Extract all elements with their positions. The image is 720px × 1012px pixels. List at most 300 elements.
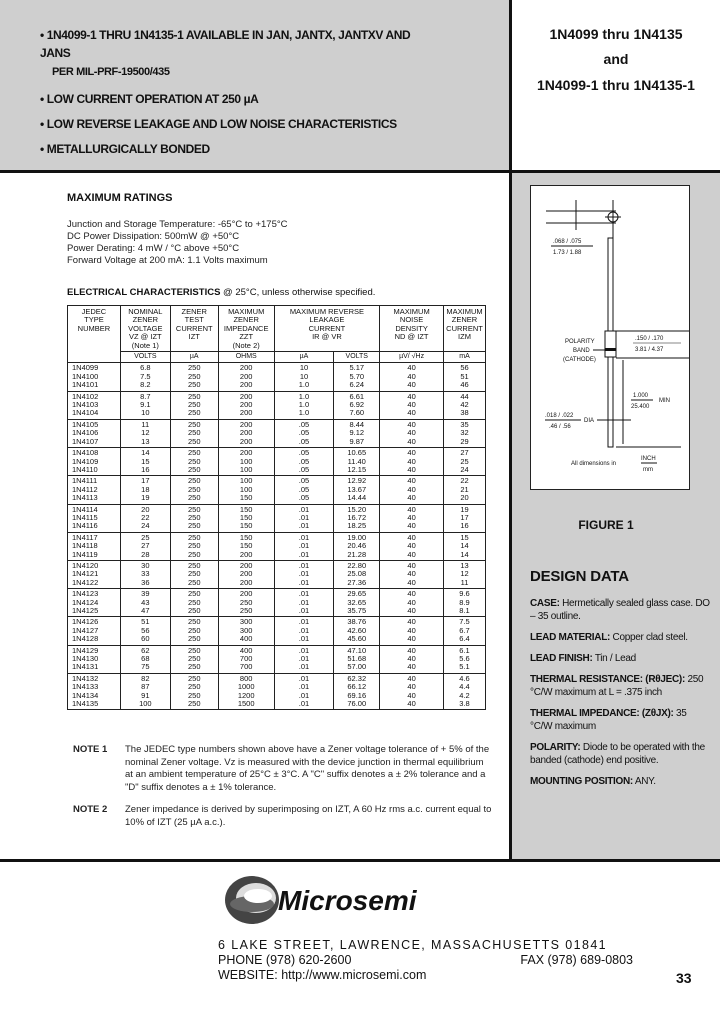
note-label: NOTE 1 — [73, 744, 108, 755]
table-cell: 40 — [380, 663, 444, 673]
table-cell: 43 — [120, 599, 170, 607]
type-number: 1N4101 — [68, 381, 121, 391]
design-item — [530, 631, 710, 644]
table-cell: 250 — [170, 663, 218, 673]
table-cell: 250 — [170, 627, 218, 635]
max-ratings-heading: MAXIMUM RATINGS — [67, 192, 173, 204]
table-cell: 40 — [380, 627, 444, 635]
table-cell: 10.65 — [334, 448, 380, 458]
table-cell: 40 — [380, 381, 444, 391]
table-cell: 36 — [120, 579, 170, 589]
table-cell: 18.25 — [334, 522, 380, 532]
table-cell: .01 — [274, 599, 334, 607]
table-cell: 13 — [443, 560, 485, 570]
table-cell: 40 — [380, 409, 444, 419]
table-cell: 250 — [170, 683, 218, 691]
table-row — [68, 570, 486, 578]
type-number: 1N4116 — [68, 522, 121, 532]
note-label: NOTE 2 — [73, 804, 108, 815]
table-cell: 250 — [170, 381, 218, 391]
type-number: 1N4107 — [68, 438, 121, 448]
design-item-value: Diode to be operated with the banded (cathode) end positive. — [530, 742, 705, 766]
table-cell: 30 — [120, 560, 170, 570]
table-cell: 40 — [380, 494, 444, 504]
table-cell: 46 — [443, 381, 485, 391]
unit-header: µA — [274, 352, 334, 363]
table-cell: .01 — [274, 692, 334, 700]
table-cell: 250 — [170, 607, 218, 617]
table-row — [68, 391, 486, 401]
table-cell: 250 — [170, 532, 218, 542]
table-cell: 51.68 — [334, 655, 380, 663]
design-item-key: LEAD MATERIAL: — [530, 632, 611, 643]
table-cell: 40 — [380, 476, 444, 486]
table-cell: 42.60 — [334, 627, 380, 635]
table-cell: 40 — [380, 401, 444, 409]
table-cell: 40 — [380, 617, 444, 627]
table-row — [68, 673, 486, 683]
design-item-value: 250 °C/W maximum at L = .375 inch — [530, 674, 704, 698]
design-item-value: Hermetically sealed glass case. DO – 35 outline. — [530, 598, 710, 622]
feature-4: • METALLURGICALLY BONDED — [40, 142, 210, 156]
design-data-heading: DESIGN DATA — [530, 568, 629, 585]
design-item — [530, 652, 710, 665]
table-cell: 250 — [170, 570, 218, 578]
table-cell: 20.46 — [334, 542, 380, 550]
table-cell: 250 — [170, 391, 218, 401]
rating-line: Power Derating: 4 mW / °C above +50°C — [67, 243, 240, 254]
feature-header — [0, 0, 510, 170]
table-row — [68, 522, 486, 532]
table-cell: 75 — [120, 663, 170, 673]
table-cell: 250 — [170, 635, 218, 645]
table-cell: 76.00 — [334, 700, 380, 710]
table-cell: 200 — [218, 448, 274, 458]
table-cell: 6.8 — [120, 363, 170, 373]
table-cell: 21.28 — [334, 551, 380, 561]
type-number: 1N4109 — [68, 458, 121, 466]
design-item — [530, 673, 710, 699]
design-item — [530, 707, 710, 733]
table-cell: 29.65 — [334, 589, 380, 599]
unit-header: µA — [170, 352, 218, 363]
table-cell: 40 — [380, 542, 444, 550]
table-cell: 10 — [120, 409, 170, 419]
type-number: 1N4104 — [68, 409, 121, 419]
feature-1-spec: PER MIL-PRF-19500/435 — [52, 66, 170, 78]
type-number: 1N4123 — [68, 589, 121, 599]
table-cell: 15 — [120, 458, 170, 466]
table-cell: 6.7 — [443, 627, 485, 635]
type-number: 1N4110 — [68, 466, 121, 476]
type-number: 1N4128 — [68, 635, 121, 645]
table-cell: 40 — [380, 607, 444, 617]
table-cell: 38 — [443, 409, 485, 419]
type-number: 1N4099 — [68, 363, 121, 373]
table-cell: 1000 — [218, 683, 274, 691]
type-number: 1N4124 — [68, 599, 121, 607]
table-cell: 47 — [120, 607, 170, 617]
table-cell: 40 — [380, 599, 444, 607]
table-row — [68, 494, 486, 504]
max-ratings-list — [67, 219, 288, 267]
note — [73, 804, 493, 829]
table-cell: 200 — [218, 373, 274, 381]
table-cell: 40 — [380, 373, 444, 381]
title-line-2: and — [603, 51, 629, 67]
table-cell: 16 — [120, 466, 170, 476]
table-cell: 150 — [218, 532, 274, 542]
band-label-2: BAND — [573, 348, 590, 354]
table-cell: 14 — [443, 551, 485, 561]
table-row — [68, 419, 486, 429]
table-cell: 69.16 — [334, 692, 380, 700]
table-cell: 150 — [218, 542, 274, 550]
table-cell: 6.61 — [334, 391, 380, 401]
table-cell: 200 — [218, 401, 274, 409]
table-cell: 250 — [170, 429, 218, 437]
table-row — [68, 579, 486, 589]
table-row — [68, 448, 486, 458]
design-item-value: Copper clad steel. — [610, 632, 688, 643]
type-number: 1N4120 — [68, 560, 121, 570]
elec-char-cond: @ 25°C, unless otherwise specified. — [220, 287, 376, 298]
column-header: MAXIMUM ZENER IMPEDANCE ZZT (Note 2) — [218, 306, 274, 352]
table-cell: 250 — [170, 645, 218, 655]
table-cell: 250 — [170, 363, 218, 373]
table-cell: 6.24 — [334, 381, 380, 391]
table-row — [68, 458, 486, 466]
table-row — [68, 409, 486, 419]
table-cell: 22 — [120, 514, 170, 522]
table-cell: 700 — [218, 663, 274, 673]
table-cell: 1200 — [218, 692, 274, 700]
dim-body-inch: .150 / .170 — [635, 336, 664, 342]
table-cell: 8.2 — [120, 381, 170, 391]
table-cell: 40 — [380, 655, 444, 663]
table-cell: .01 — [274, 645, 334, 655]
table-cell: 27.36 — [334, 579, 380, 589]
table-row — [68, 607, 486, 617]
table-row — [68, 401, 486, 409]
type-number: 1N4129 — [68, 645, 121, 655]
table-cell: 62.32 — [334, 673, 380, 683]
design-item-key: MOUNTING POSITION: — [530, 776, 633, 787]
elec-char-heading — [67, 287, 375, 298]
table-cell: 250 — [170, 673, 218, 683]
type-number: 1N4108 — [68, 448, 121, 458]
feature-1-cont: JANS — [40, 46, 71, 60]
table-cell: 250 — [170, 458, 218, 466]
column-header: MAXIMUM ZENER CURRENT IZM — [443, 306, 485, 352]
table-cell: 22 — [443, 476, 485, 486]
table-row — [68, 700, 486, 710]
table-cell: 15.20 — [334, 504, 380, 514]
rating-line: Forward Voltage at 200 mA: 1.1 Volts maximum — [67, 255, 268, 266]
feature-3: • LOW REVERSE LEAKAGE AND LOW NOISE CHARACTERISTICS — [40, 117, 397, 131]
table-row — [68, 635, 486, 645]
table-cell: .01 — [274, 542, 334, 550]
table-cell: .01 — [274, 627, 334, 635]
table-cell: 1.0 — [274, 409, 334, 419]
table-cell: 1.0 — [274, 391, 334, 401]
table-cell: 19 — [443, 504, 485, 514]
table-cell: 7.5 — [443, 617, 485, 627]
table-cell: 250 — [170, 700, 218, 710]
table-cell: 18 — [120, 486, 170, 494]
table-cell: 800 — [218, 673, 274, 683]
package-drawing — [530, 185, 690, 490]
table-cell: 82 — [120, 673, 170, 683]
type-number: 1N4118 — [68, 542, 121, 550]
table-cell: 200 — [218, 419, 274, 429]
table-cell: 250 — [170, 560, 218, 570]
design-item-value: 35 °C/W maximum — [530, 708, 687, 732]
table-cell: 9.12 — [334, 429, 380, 437]
table-cell: 250 — [170, 438, 218, 448]
table-cell: 35 — [443, 419, 485, 429]
table-cell: 40 — [380, 514, 444, 522]
table-cell: 250 — [170, 466, 218, 476]
note-text: Zener impedance is derived by superimposing on IZT, A 60 Hz rms a.c. current equal to 10% of IZT (25 µA a.c.). — [125, 804, 492, 828]
table-cell: .01 — [274, 532, 334, 542]
table-cell: 250 — [170, 448, 218, 458]
design-data — [530, 570, 710, 796]
table-cell: 24 — [443, 466, 485, 476]
table-cell: .01 — [274, 607, 334, 617]
table-cell: 33 — [120, 570, 170, 578]
type-number: 1N4119 — [68, 551, 121, 561]
table-cell: 40 — [380, 635, 444, 645]
title-line-1: 1N4099 thru 1N4135 — [549, 26, 683, 42]
type-number: 1N4102 — [68, 391, 121, 401]
table-cell: 7.60 — [334, 409, 380, 419]
dim-lead-inch: .068 / .075 — [553, 239, 582, 245]
table-cell: .01 — [274, 700, 334, 710]
column-header: JEDEC TYPE NUMBER — [68, 306, 121, 363]
table-cell: 250 — [170, 504, 218, 514]
table-cell: 19.00 — [334, 532, 380, 542]
table-cell: 45.60 — [334, 635, 380, 645]
table-cell: 250 — [170, 486, 218, 494]
table-cell: 27 — [443, 448, 485, 458]
column-header: ZENER TEST CURRENT IZT — [170, 306, 218, 352]
table-cell: 250 — [170, 589, 218, 599]
table-cell: 250 — [170, 401, 218, 409]
design-item — [530, 597, 710, 623]
table-cell: 13 — [120, 438, 170, 448]
table-cell: 250 — [170, 617, 218, 627]
dim-body-mm: 3.81 / 4.37 — [635, 347, 664, 353]
table-cell: 250 — [170, 599, 218, 607]
table-cell: .01 — [274, 655, 334, 663]
table-cell: 21 — [443, 486, 485, 494]
table-cell: .01 — [274, 570, 334, 578]
table-cell: 250 — [170, 419, 218, 429]
type-number: 1N4127 — [68, 627, 121, 635]
table-row — [68, 363, 486, 373]
table-cell: 44 — [443, 391, 485, 401]
phone: PHONE (978) 620-2600 — [218, 953, 352, 967]
type-number: 1N4100 — [68, 373, 121, 381]
elec-char-bold: ELECTRICAL CHARACTERISTICS — [67, 287, 221, 298]
type-number: 1N4112 — [68, 486, 121, 494]
table-cell: .05 — [274, 458, 334, 466]
column-header: MAXIMUM NOISE DENSITY ND @ IZT — [380, 306, 444, 352]
type-number: 1N4114 — [68, 504, 121, 514]
table-cell: .05 — [274, 486, 334, 494]
design-item-value: Tin / Lead — [592, 653, 636, 664]
table-cell: 25 — [120, 532, 170, 542]
units-mm: mm — [643, 467, 653, 473]
dim-length-mm: 25.400 — [631, 404, 650, 410]
table-row — [68, 599, 486, 607]
table-cell: 300 — [218, 617, 274, 627]
table-cell: .05 — [274, 429, 334, 437]
type-number: 1N4131 — [68, 663, 121, 673]
address: 6 LAKE STREET, LAWRENCE, MASSACHUSETTS 01841 — [218, 938, 608, 952]
table-cell: 250 — [170, 655, 218, 663]
table-cell: 56 — [443, 363, 485, 373]
design-item — [530, 775, 710, 788]
table-cell: 150 — [218, 514, 274, 522]
table-cell: 40 — [380, 458, 444, 466]
table-row — [68, 381, 486, 391]
column-header: MAXIMUM REVERSE LEAKAGE CURRENT IR @ VR — [274, 306, 380, 352]
table-cell: 16 — [443, 522, 485, 532]
table-cell: .01 — [274, 522, 334, 532]
table-cell: 66.12 — [334, 683, 380, 691]
table-cell: 250 — [170, 542, 218, 550]
table-cell: 8.44 — [334, 419, 380, 429]
table-row — [68, 486, 486, 494]
table-cell: 250 — [170, 373, 218, 381]
title-line-3: 1N4099-1 thru 1N4135-1 — [537, 77, 695, 93]
table-cell: 40 — [380, 700, 444, 710]
notes — [73, 744, 493, 839]
table-row — [68, 429, 486, 437]
table-cell: 5.70 — [334, 373, 380, 381]
table-row — [68, 438, 486, 448]
table-cell: 40 — [380, 560, 444, 570]
table-cell: 9.87 — [334, 438, 380, 448]
website-link[interactable]: WEBSITE: http://www.microsemi.com — [218, 968, 427, 982]
table-cell: 250 — [170, 579, 218, 589]
table-cell: 14.44 — [334, 494, 380, 504]
table-cell: 40 — [380, 391, 444, 401]
table-cell: 40 — [380, 692, 444, 700]
design-item-key: POLARITY: — [530, 742, 581, 753]
table-cell: 250 — [170, 551, 218, 561]
table-cell: .01 — [274, 617, 334, 627]
table-row — [68, 663, 486, 673]
table-cell: .05 — [274, 438, 334, 448]
table-cell: 4.4 — [443, 683, 485, 691]
table-cell: 250 — [170, 514, 218, 522]
band-label-1: POLARITY — [565, 339, 595, 345]
table-row — [68, 627, 486, 635]
table-cell: 250 — [170, 522, 218, 532]
type-number: 1N4122 — [68, 579, 121, 589]
units-label: All dimensions in — [571, 461, 617, 467]
table-cell: 400 — [218, 645, 274, 655]
table-cell: 5.17 — [334, 363, 380, 373]
dim-dia-suffix: DIA — [584, 418, 595, 424]
design-item-key: CASE: — [530, 598, 560, 609]
table-cell: 57.00 — [334, 663, 380, 673]
table-cell: 9.6 — [443, 589, 485, 599]
unit-header: µV/ √Hz — [380, 352, 444, 363]
dim-length-inch: 1.000 — [633, 393, 649, 399]
rating-line: DC Power Dissipation: 500mW @ +50°C — [67, 231, 240, 242]
table-cell: 200 — [218, 391, 274, 401]
table-cell: 20 — [443, 494, 485, 504]
table-cell: 4.2 — [443, 692, 485, 700]
table-cell: 14 — [443, 542, 485, 550]
type-number: 1N4111 — [68, 476, 121, 486]
table-cell: 40 — [380, 486, 444, 494]
table-cell: 24 — [120, 522, 170, 532]
table-cell: 250 — [218, 599, 274, 607]
table-cell: 20 — [120, 504, 170, 514]
column-header: NOMINAL ZENER VOLTAGE VZ @ IZT (Note 1) — [120, 306, 170, 352]
table-cell: 47.10 — [334, 645, 380, 655]
table-cell: 17 — [443, 514, 485, 522]
note-text: The JEDEC type numbers shown above have a Zener voltage tolerance of + 5% of the nominal Zener voltage. Vz is measured with the device junction in thermal equilibrium at an ambient temperature of 25°C ± 3°C. A "C" suffix denotes a ± 2% tolerance and a "D" suffix denotes a ± 1% tolerance. — [125, 744, 490, 793]
table-cell: 13.67 — [334, 486, 380, 494]
type-number: 1N4134 — [68, 692, 121, 700]
table-cell: 200 — [218, 381, 274, 391]
table-row — [68, 645, 486, 655]
table-cell: 3.8 — [443, 700, 485, 710]
page-number: 33 — [676, 970, 692, 986]
units-inch: INCH — [641, 456, 656, 462]
table-cell: 12 — [443, 570, 485, 578]
feature-1: • 1N4099-1 THRU 1N4135-1 AVAILABLE IN JAN, JANTX, JANTXV AND — [40, 28, 411, 42]
unit-header: mA — [443, 352, 485, 363]
table-cell: 5.6 — [443, 655, 485, 663]
table-cell: .01 — [274, 635, 334, 645]
design-item-value: ANY. — [632, 776, 656, 787]
type-number: 1N4106 — [68, 429, 121, 437]
type-number: 1N4135 — [68, 700, 121, 710]
table-cell: 15 — [443, 532, 485, 542]
table-cell: 27 — [120, 542, 170, 550]
unit-header: VOLTS — [120, 352, 170, 363]
type-number: 1N4121 — [68, 570, 121, 578]
table-cell: 40 — [380, 645, 444, 655]
table-cell: 68 — [120, 655, 170, 663]
table-cell: .01 — [274, 514, 334, 522]
table-cell: 1500 — [218, 700, 274, 710]
table-row — [68, 476, 486, 486]
table-cell: 40 — [380, 448, 444, 458]
table-cell: 40 — [380, 504, 444, 514]
table-cell: 56 — [120, 627, 170, 635]
table-cell: 200 — [218, 570, 274, 578]
table-cell: 40 — [380, 532, 444, 542]
table-cell: .05 — [274, 476, 334, 486]
table-cell: 250 — [170, 692, 218, 700]
figure-caption: FIGURE 1 — [578, 518, 634, 532]
table-row — [68, 466, 486, 476]
table-cell: 700 — [218, 655, 274, 663]
table-cell: .01 — [274, 673, 334, 683]
table-cell: 17 — [120, 476, 170, 486]
table-cell: 87 — [120, 683, 170, 691]
table-cell: 100 — [218, 466, 274, 476]
table-cell: 200 — [218, 560, 274, 570]
